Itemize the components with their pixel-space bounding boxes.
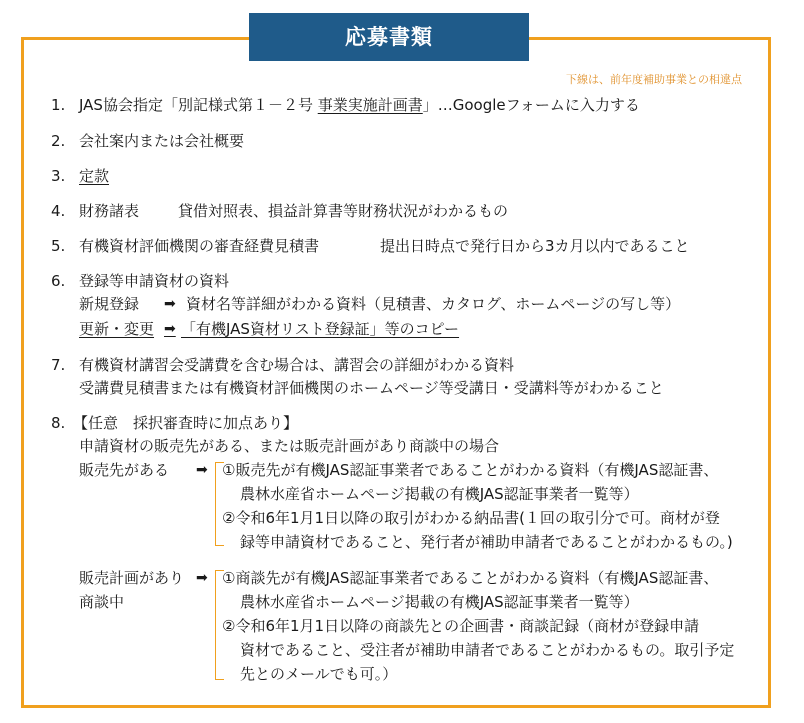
arrow-icon: ➡ (164, 296, 176, 312)
sales-doc-1a: ①販売先が有機JAS認証事業者であることがわかる資料（有機JAS認証書、 (222, 461, 719, 479)
item-5-detail: 提出日時点で発行日から3カ月以内であること (380, 237, 690, 255)
arrow-icon: ➡ (164, 321, 176, 337)
item-number: 5. (51, 237, 66, 255)
sales-doc-1b: 農林水産省ホームページ掲載の有機JAS認証事業者一覧等） (240, 485, 639, 503)
item-4-label: 財務諸表 (79, 202, 140, 220)
plan-doc-2a: ②令和6年1月1日以降の商談先との企画書・商談記録（商材が登録申請 (222, 617, 700, 635)
item-7-line2: 受講費見積書または有機資材評価機関のホームページ等受講日・受講料等がわかること (79, 379, 664, 397)
item-1-underlined: 事業実施計画書 (317, 96, 423, 114)
sales-destination-label: 販売先がある (79, 461, 170, 479)
sales-plan-label-1: 販売計画があり (79, 569, 185, 587)
item-number: 8. (51, 414, 66, 432)
item-5-label: 有機資材評価機関の審査経費見積書 (79, 237, 320, 255)
new-registration-text: 資材名等詳細がわかる資料（見積書、カタログ、ホームページの写し等） (186, 295, 681, 313)
plan-doc-1b: 農林水産省ホームページ掲載の有機JAS認証事業者一覧等） (240, 593, 639, 611)
item-7-line1: 有機資材講習会受講費を含む場合は、講習会の詳細がわかる資料 (79, 356, 515, 374)
update-text: 「有機JAS資材リスト登録証」等のコピー (181, 320, 460, 338)
plan-doc-2b: 資材であること、受注者が補助申請者であることがわかるもの。取引予定 (240, 641, 735, 659)
update-label: 更新・変更 (79, 320, 155, 338)
plan-doc-2c: 先とのメールでも可。） (240, 665, 398, 683)
item-number: 1. (51, 96, 66, 114)
item-1-text-c: 」…Googleフォームに入力する (422, 96, 640, 114)
item-number: 2. (51, 132, 66, 150)
item-3: 定款 (79, 167, 110, 185)
item-2: 会社案内または会社概要 (79, 132, 245, 150)
underline-note: 下線は、前年度補助事業との相違点 (566, 73, 742, 86)
page-title: 応募書類 (249, 13, 529, 61)
item-6: 登録等申請資材の資料 (79, 272, 230, 290)
item-1-text-a: JAS協会指定「別記様式第１－２号 (79, 96, 318, 114)
item-8-sub: 申請資材の販売先がある、または販売計画があり商談中の場合 (79, 437, 500, 455)
sales-plan-label-2: 商談中 (79, 593, 125, 611)
new-registration-label: 新規登録 (79, 295, 140, 313)
item-number: 4. (51, 202, 66, 220)
item-1 (79, 95, 640, 115)
arrow-icon: ➡ (196, 462, 208, 478)
item-number: 7. (51, 356, 66, 374)
plan-doc-1a: ①商談先が有機JAS認証事業者であることがわかる資料（有機JAS認証書、 (222, 569, 719, 587)
item-number: 3. (51, 167, 66, 185)
item-number: 6. (51, 272, 66, 290)
item-4-detail: 貸借対照表、損益計算書等財務状況がわかるもの (178, 202, 509, 220)
sales-doc-2a: ②令和6年1月1日以降の取引がわかる納品書(１回の取引分で可。商材が登 (222, 509, 720, 527)
arrow-icon: ➡ (196, 570, 208, 586)
item-8-head: 【任意 採択審査時に加点あり】 (73, 414, 299, 432)
sales-doc-2b: 録等申請資材であること、発行者が補助申請者であることがわかるもの。) (240, 533, 733, 551)
